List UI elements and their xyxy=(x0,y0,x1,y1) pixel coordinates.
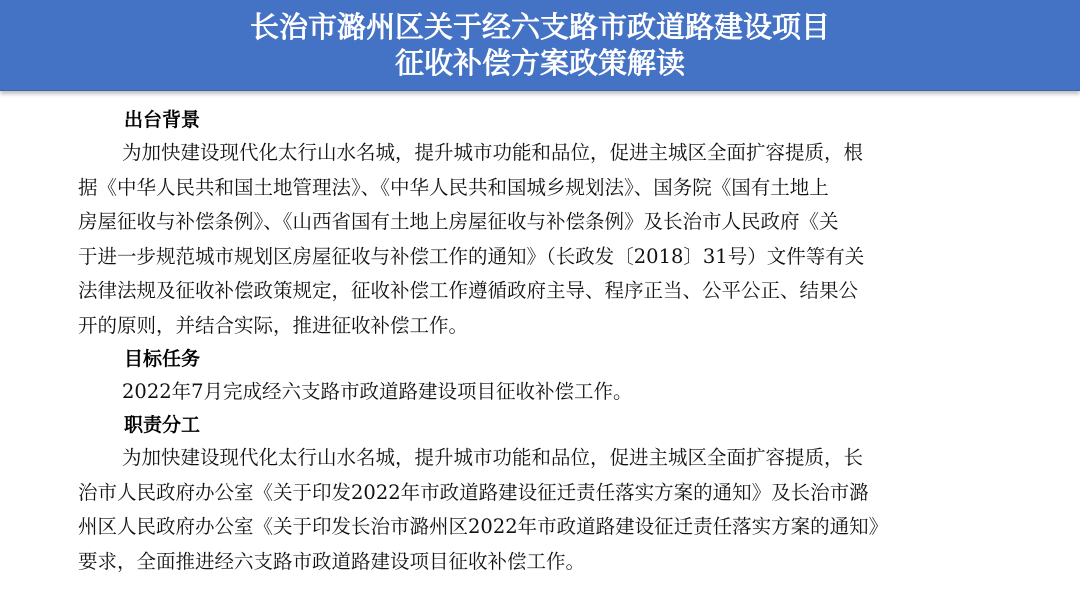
title-line-1: 长治市潞州区关于经六支路市政道路建设项目 xyxy=(249,10,830,44)
paragraph-line: 法律法规及征收补偿政策规定，征收补偿工作遵循政府主导、程序正当、公平公正、结果公 xyxy=(78,279,859,302)
paragraph-line: 治市人民政府办公室《关于印发2022年市政道路建设征迁责任落实方案的通知》及长治市潞 xyxy=(78,480,869,504)
title-line-2: 征收补偿方案政策解读 xyxy=(394,46,685,80)
paragraph-line: 房屋征收与补偿条例》、《山西省国有土地上房屋征收与补偿条例》及长治市人民政府《关 xyxy=(78,210,839,233)
paragraph-duties xyxy=(78,441,1000,579)
paragraph-background xyxy=(78,136,1000,343)
paragraph-line: 为加快建设现代化太行山水名城，提升城市功能和品位，促进主城区全面扩容提质，长 xyxy=(122,446,864,469)
paragraph-line: 于进一步规范城市规划区房屋征收与补偿工作的通知》（长政发〔2018〕31号）文件等有关 xyxy=(78,244,865,268)
heading-target: 目标任务 xyxy=(124,348,201,370)
paragraph-line: 州区人民政府办公室《关于印发长治市潞州区2022年市政道路建设征迁责任落实方案的通知》 xyxy=(78,515,889,538)
content-body xyxy=(78,104,1000,579)
paragraph-target: 2022年7月完成经六支路市政道路建设项目征收补偿工作。 xyxy=(122,380,633,403)
paragraph-line: 为加快建设现代化太行山水名城，提升城市功能和品位，促进主城区全面扩容提质，根 xyxy=(122,141,864,164)
title-banner xyxy=(0,0,1080,91)
heading-duties: 职责分工 xyxy=(124,414,201,436)
paragraph-line: 开的原则，并结合实际，推进征收补偿工作。 xyxy=(78,313,469,337)
paragraph-line: 要求，全面推进经六支路市政道路建设项目征收补偿工作。 xyxy=(78,549,586,573)
paragraph-line: 据《中华人民共和国土地管理法》、《中华人民共和国城乡规划法》、国务院《国有土地上 xyxy=(78,175,829,199)
heading-background: 出台背景 xyxy=(124,109,201,131)
